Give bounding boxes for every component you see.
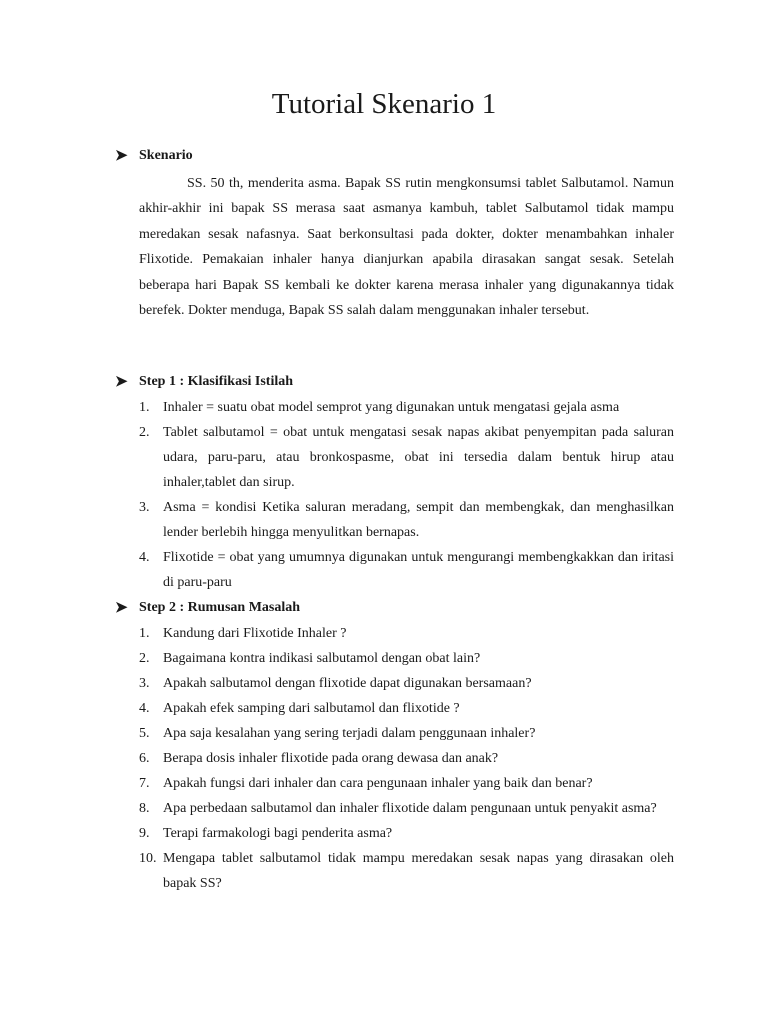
list-number: 1.	[139, 626, 150, 641]
arrow-bullet-icon: ➤	[115, 148, 128, 164]
list-text: Terapi farmakologi bagi penderita asma?	[163, 826, 393, 841]
page-title: Tutorial Skenario 1	[271, 88, 497, 120]
list-text: Apa saja kesalahan yang sering terjadi dalam penggunaan inhaler?	[163, 726, 536, 741]
arrow-bullet-icon: ➤	[115, 600, 128, 616]
list-item	[139, 495, 674, 545]
list-text: Kandung dari Flixotide Inhaler ?	[163, 626, 347, 641]
list-item	[139, 746, 674, 771]
list-text: Tablet salbutamol = obat untuk mengatasi sesak napas akibat penyempitan pada saluran udara, paru-paru, atau bronkospasme, obat ini tersedia dalam bentuk hirup atau inhaler,tablet dan sirup.	[163, 425, 674, 490]
list-number: 6.	[139, 751, 150, 766]
list-number: 1.	[139, 400, 150, 415]
list-item	[139, 696, 674, 721]
list-text: Apakah efek samping dari salbutamol dan flixotide ?	[163, 701, 460, 716]
list-item	[139, 721, 674, 746]
list-number: 5.	[139, 726, 150, 741]
scenario-paragraph: SS. 50 th, menderita asma. Bapak SS rutin mengkonsumsi tablet Salbutamol. Namun akhir-akhir ini bapak SS merasa saat asmanya kambuh, tablet Salbutamol tidak mampu meredakan sesak nafasnya. Saat berkonsultasi pada dokter, dokter menambahkan inhaler Flixotide. Pemakaian inhaler hanya dianjurkan apabila dirasakan sangat sesak. Setelah beberapa hari Bapak SS kembali ke dokter karena merasa inhaler yang digunakannya tidak berefek. Dokter menduga, Bapak SS salah dalam menggunakan inhaler tersebut.	[139, 176, 674, 319]
section-heading-step2	[115, 598, 300, 618]
list-text: Inhaler = suatu obat model semprot yang digunakan untuk mengatasi gejala asma	[163, 400, 620, 415]
list-text: Apa perbedaan salbutamol dan inhaler flixotide dalam pengunaan untuk penyakit asma?	[163, 801, 657, 816]
list-text: Apakah salbutamol dengan flixotide dapat digunakan bersamaan?	[163, 676, 532, 691]
list-text: Mengapa tablet salbutamol tidak mampu meredakan sesak napas yang dirasakan oleh bapak SS?	[163, 851, 674, 891]
list-item	[139, 671, 674, 696]
step2-list	[139, 621, 674, 896]
list-item	[139, 621, 674, 646]
list-text: Berapa dosis inhaler flixotide pada orang dewasa dan anak?	[163, 751, 499, 766]
list-number: 4.	[139, 550, 150, 565]
list-number: 8.	[139, 801, 150, 816]
section-heading-label: Step 2 : Rumusan Masalah	[139, 600, 301, 615]
list-item	[139, 545, 674, 595]
list-number: 3.	[139, 500, 150, 515]
section-heading-step1	[115, 372, 293, 392]
list-text: Bagaimana kontra indikasi salbutamol dengan obat lain?	[163, 651, 481, 666]
list-number: 10.	[139, 851, 157, 866]
list-number: 3.	[139, 676, 150, 691]
list-number: 7.	[139, 776, 150, 791]
list-text: Flixotide = obat yang umumnya digunakan untuk mengurangi membengkakkan dan iritasi di paru-paru	[163, 550, 674, 590]
list-item	[139, 771, 674, 796]
list-item	[139, 821, 674, 846]
list-number: 2.	[139, 425, 150, 440]
section-heading-skenario	[115, 146, 193, 166]
list-item	[139, 796, 674, 821]
list-item	[139, 646, 674, 671]
list-text: Asma = kondisi Ketika saluran meradang, sempit dan membengkak, dan menghasilkan lender berlebih hingga menyulitkan bernapas.	[163, 500, 674, 540]
list-item	[139, 395, 674, 420]
section-heading-label: Step 1 : Klasifikasi Istilah	[139, 374, 294, 389]
list-number: 9.	[139, 826, 150, 841]
step1-list	[139, 395, 674, 595]
list-item	[139, 420, 674, 495]
section-heading-label: Skenario	[139, 148, 193, 163]
arrow-bullet-icon: ➤	[115, 374, 128, 390]
list-item	[139, 846, 674, 896]
list-text: Apakah fungsi dari inhaler dan cara pengunaan inhaler yang baik dan benar?	[163, 776, 593, 791]
list-number: 4.	[139, 701, 150, 716]
list-number: 2.	[139, 651, 150, 666]
